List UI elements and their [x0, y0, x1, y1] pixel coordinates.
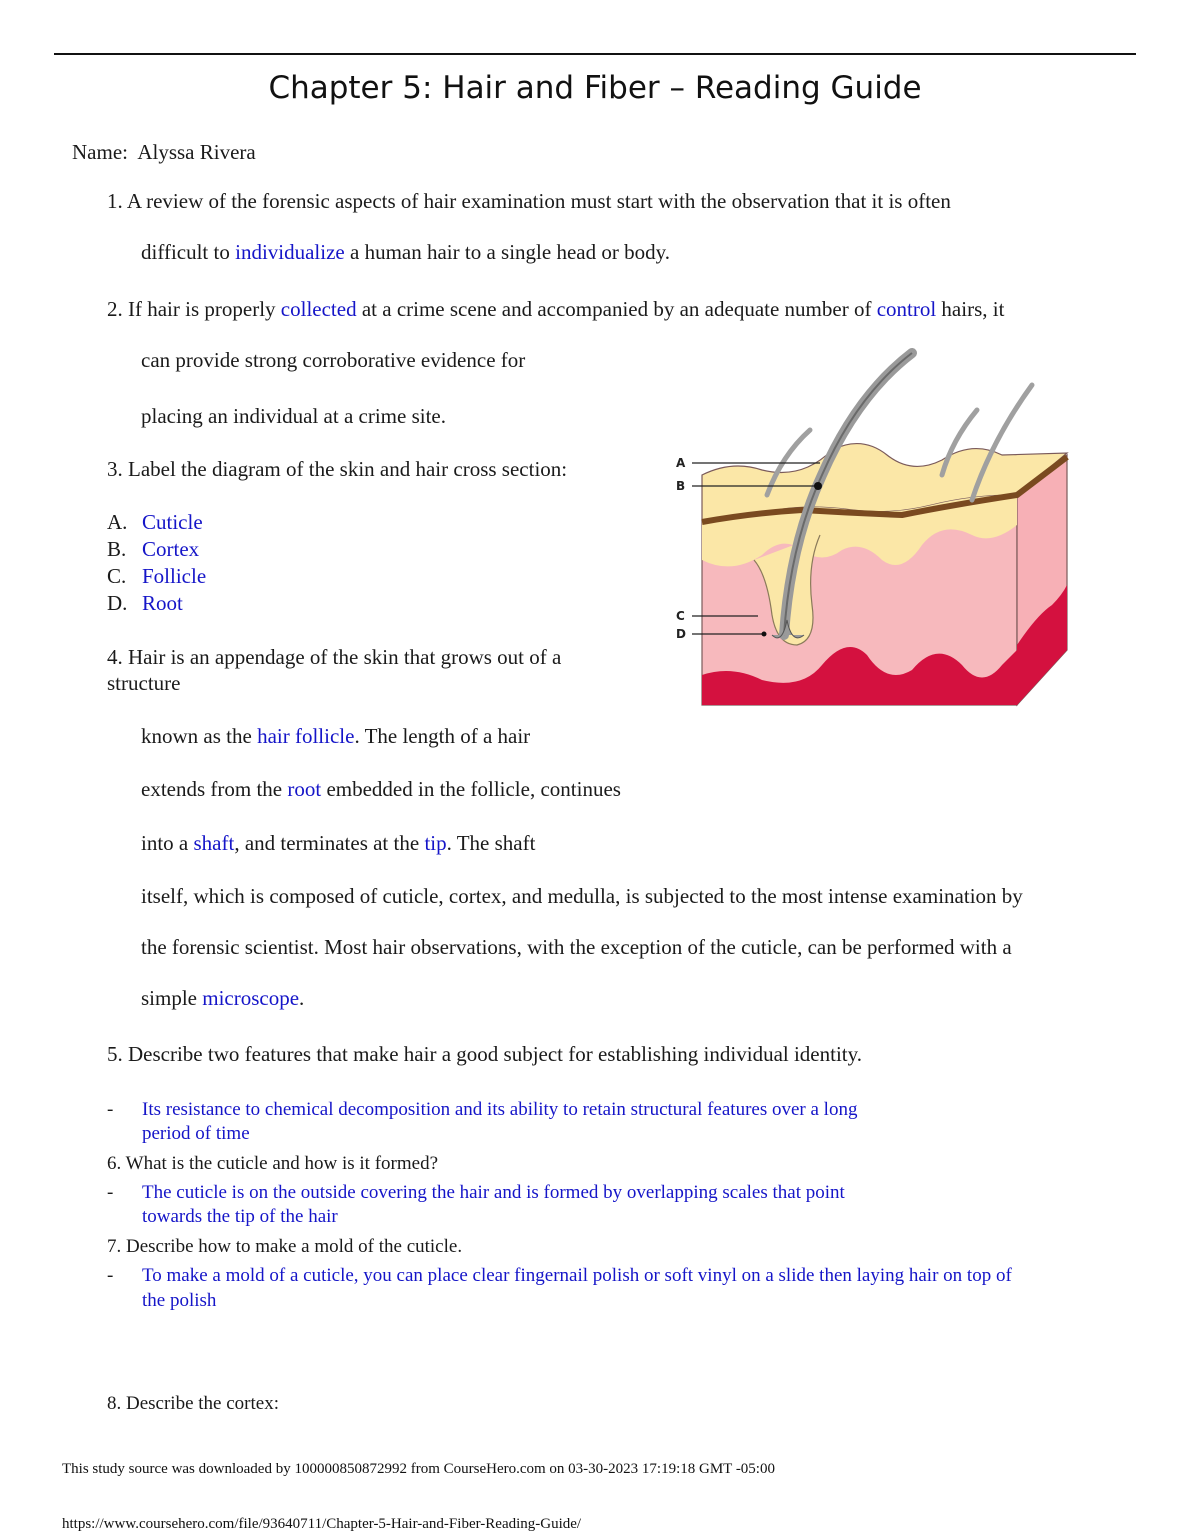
q1-line1: 1. A review of the forensic aspects of hair examination must start with the observation that it is often	[107, 189, 951, 213]
skin-hair-diagram	[672, 345, 1072, 710]
q6-answer-line2: towards the tip of the hair	[142, 1206, 338, 1227]
q2-answer2: control	[876, 297, 937, 321]
q3-prompt: 3. Label the diagram of the skin and hair cross section:	[107, 457, 568, 481]
q1-line2: difficult to individualize a human hair to a single head or body.	[141, 240, 670, 264]
q4-answer-shaft: shaft	[193, 831, 235, 855]
q3-label-c: C. Follicle	[107, 564, 207, 588]
q2-line1: 2. If hair is properly collected at a crime scene and accompanied by an adequate number of control hairs, it	[107, 297, 1005, 321]
q7-prompt: 7. Describe how to make a mold of the cuticle.	[107, 1236, 463, 1257]
q5-answer-line1: Its resistance to chemical decomposition and its ability to retain structural features over a long	[142, 1099, 858, 1120]
q4-answer-follicle: hair follicle	[257, 724, 355, 748]
q7-answer-line2: the polish	[142, 1290, 217, 1311]
q3-label-a: A. Cuticle	[107, 510, 203, 534]
name-label: Name:	[72, 140, 128, 164]
q2-line3: placing an individual at a crime site.	[141, 404, 446, 428]
q2-line2: can provide strong corroborative evidence for	[141, 348, 526, 372]
q3-label-d: D. Root	[107, 591, 183, 615]
q2-answer1: collected	[280, 297, 357, 321]
source-url[interactable]: https://www.coursehero.com/file/93640711/Chapter-5-Hair-and-Fiber-Reading-Guide/	[62, 1516, 582, 1532]
q5-prompt: 5. Describe two features that make hair a good subject for establishing individual identity.	[107, 1042, 863, 1066]
q4-line4: into a shaft, and terminates at the tip. The shaft	[141, 831, 536, 855]
q4-answer-tip: tip	[424, 831, 447, 855]
q4-line2: known as the hair follicle. The length of a hair	[141, 724, 531, 748]
q4-line5: itself, which is composed of cuticle, cortex, and medulla, is subjected to the most intense examination by	[141, 884, 1023, 908]
q4-answer-microscope: microscope	[202, 986, 300, 1010]
q3-answer-b: Cortex	[142, 537, 200, 561]
name-line	[72, 140, 256, 165]
q6-bullet: -	[107, 1182, 114, 1203]
q6-answer-line1: The cuticle is on the outside covering the hair and is formed by overlapping scales that point	[142, 1182, 845, 1203]
q3-answer-a: Cuticle	[142, 510, 203, 534]
download-note: This study source was downloaded by 100000850872992 from CourseHero.com on 03-30-2023 17:19:18 GMT -05:00	[62, 1461, 775, 1477]
q7-bullet: -	[107, 1265, 114, 1286]
q6-prompt: 6. What is the cuticle and how is it formed?	[107, 1153, 439, 1174]
q3-answer-c: Follicle	[142, 564, 207, 588]
top-rule	[54, 53, 1136, 55]
q4-line7: simple microscope.	[141, 986, 305, 1010]
q3-label-b: B. Cortex	[107, 537, 200, 561]
q5-bullet: -	[107, 1099, 114, 1120]
q5-answer-line2: period of time	[142, 1123, 250, 1144]
q8-prompt: 8. Describe the cortex:	[107, 1393, 279, 1414]
q4-line1: 4. Hair is an appendage of the skin that grows out of a	[107, 645, 562, 669]
diagram-label-b: B	[676, 479, 686, 493]
diagram-label-c: C	[676, 609, 685, 623]
diagram-label-d: D	[676, 627, 686, 641]
page-title: Chapter 5: Hair and Fiber – Reading Guide	[268, 70, 922, 106]
q4-answer-root: root	[287, 777, 322, 801]
q7-answer-line1: To make a mold of a cuticle, you can place clear fingernail polish or soft vinyl on a slide then laying hair on top of	[142, 1265, 1012, 1286]
q4-line1b: structure	[107, 671, 181, 695]
q4-line3: extends from the root embedded in the follicle, continues	[141, 777, 621, 801]
diagram-label-a: A	[676, 456, 686, 470]
q4-line6: the forensic scientist. Most hair observations, with the exception of the cuticle, can be performed with a	[141, 935, 1012, 959]
q3-answer-d: Root	[142, 591, 183, 615]
q1-answer: individualize	[235, 240, 345, 264]
name-value: Alyssa Rivera	[137, 140, 256, 164]
